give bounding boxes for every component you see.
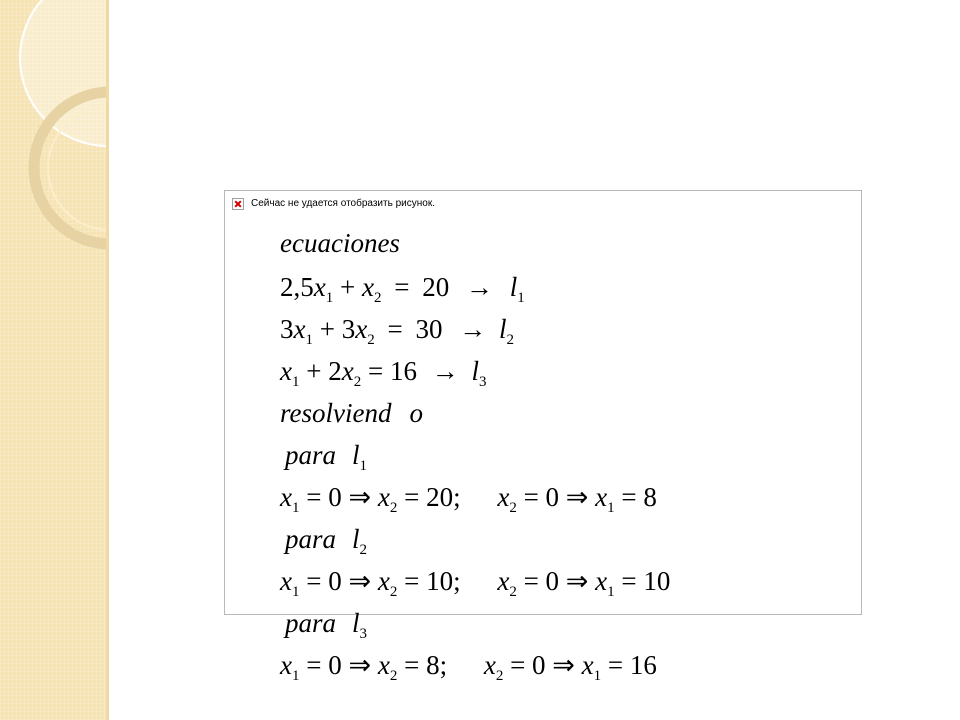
solution-line-3: $x_1 = 0$ ⇒ $x_2 = 8$; $x_2 = 0$ ⇒ $x_1 = 16$ xyxy=(280,650,657,684)
equations-heading: ecuaciones xyxy=(280,228,400,258)
solution-line-2: $x_1 = 0$ ⇒ $x_2 = 10$; $x_2 = 0$ ⇒ $x_1 = 10$ xyxy=(280,566,671,600)
broken-image-icon xyxy=(232,198,244,210)
solving-heading: resolviend o xyxy=(280,398,423,428)
para-line-1: para $l_1$ xyxy=(285,440,368,474)
para-line-3: para $l_3$ xyxy=(285,608,368,642)
para-line-2: para $l_2$ xyxy=(285,524,368,558)
equation-3: $x_1 + 2x_2 = 16 \to l_3$ xyxy=(280,356,487,390)
sidebar-rings-decoration xyxy=(0,0,106,720)
decorative-sidebar xyxy=(0,0,106,720)
equation-2: $3x_1 + 3x_2 = 30 \to l_2$ xyxy=(280,314,514,348)
equation-1: $2,5x_1 + x_2 = 20 \to l_1$ xyxy=(280,272,525,306)
sidebar-edge xyxy=(106,0,109,720)
broken-image-caption: Сейчас не удается отобразить рисунок. xyxy=(251,198,435,209)
solution-line-1: $x_1 = 0$ ⇒ $x_2 = 20$; $x_2 = 0$ ⇒ $x_1 = 8$ xyxy=(280,482,657,516)
